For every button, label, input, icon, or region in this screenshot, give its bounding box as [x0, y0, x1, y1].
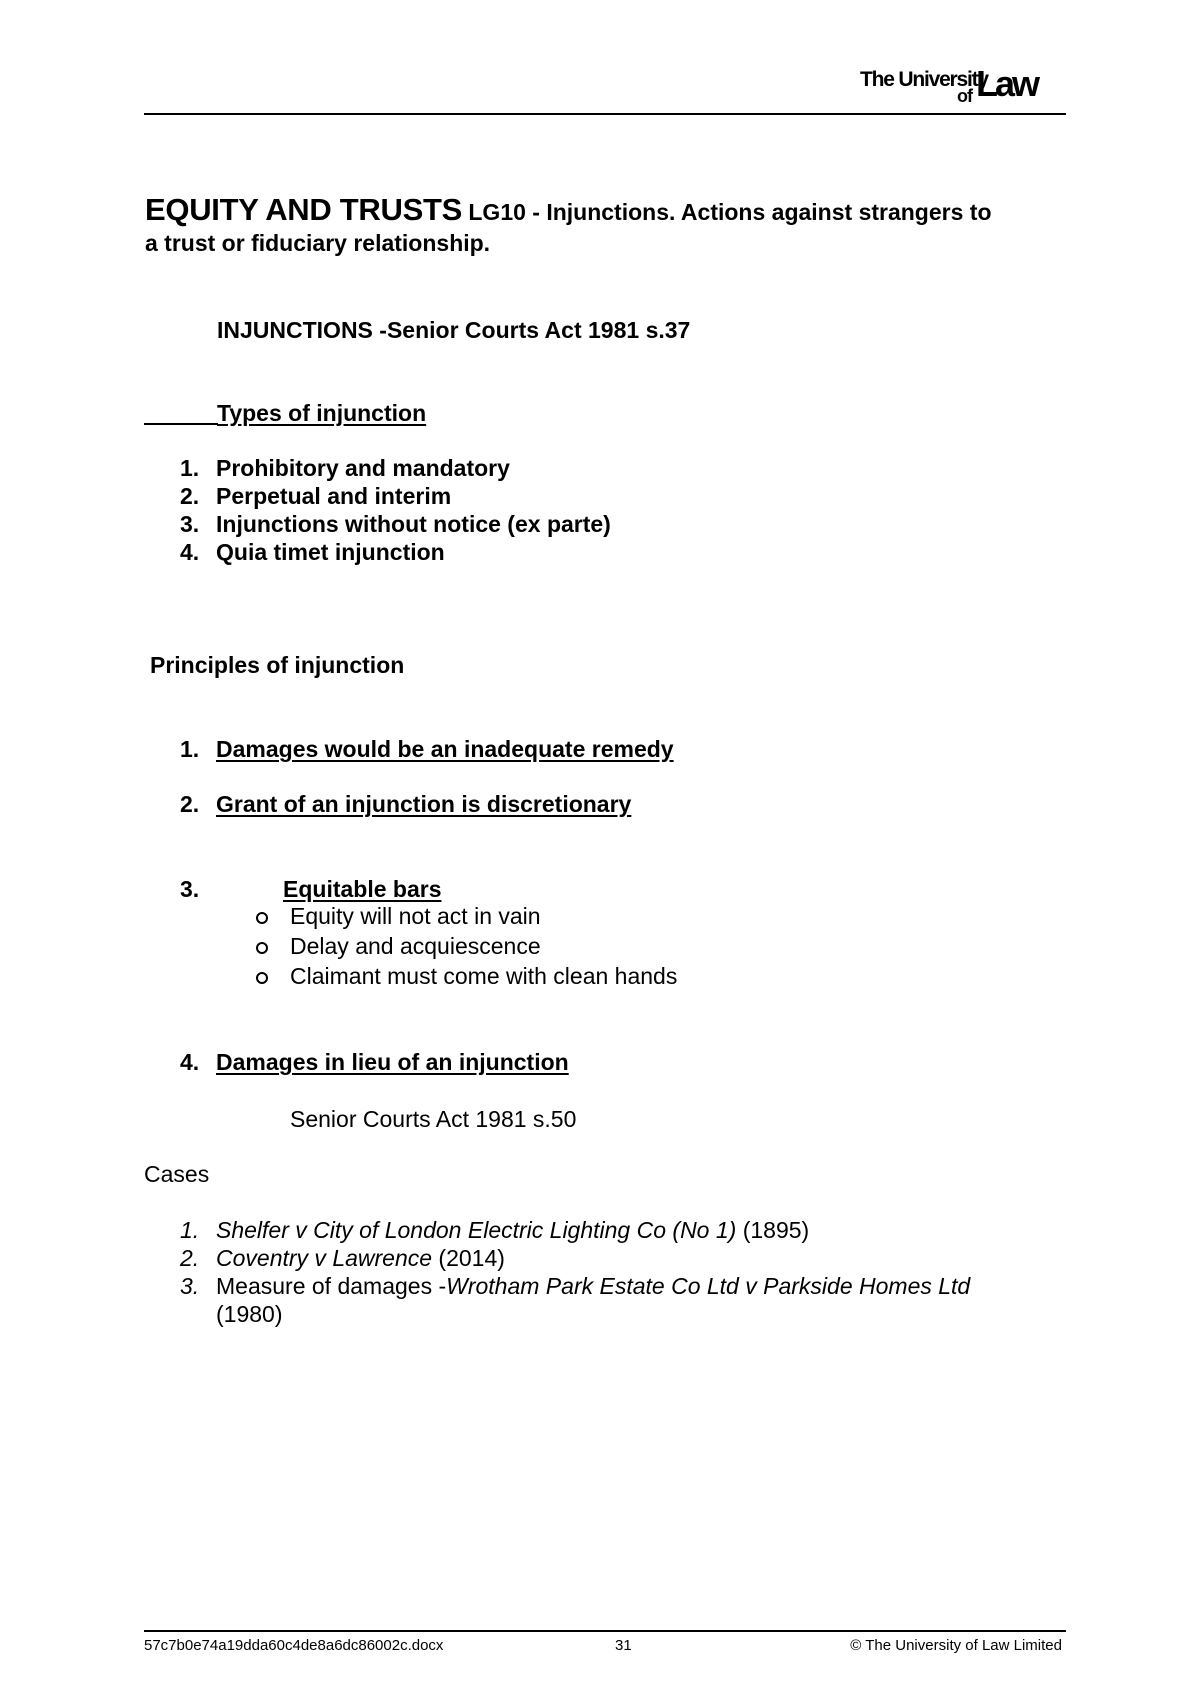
principles-item-2-number: 2.: [180, 791, 200, 817]
case-item-1-name: Shelfer v City of London Electric Lighting Co (No 1): [216, 1217, 737, 1243]
principles-item-3: [180, 876, 441, 903]
types-item-4: [180, 539, 445, 566]
types-item-1-number: 1.: [180, 455, 200, 481]
case-item-2-number: 2.: [180, 1245, 200, 1271]
injunctions-heading: INJUNCTIONS -Senior Courts Act 1981 s.37: [217, 317, 691, 343]
document-title: [145, 192, 992, 228]
case-item-3-name: Wrotham Park Estate Co Ltd v Parkside Homes Ltd: [446, 1273, 971, 1299]
principles-item-2-text: Grant of an injunction is discretionary: [216, 791, 632, 817]
principles-item-2: [180, 791, 631, 818]
case-item-3-year: (1980): [216, 1301, 283, 1327]
case-item-3: [180, 1273, 970, 1300]
types-item-1: [180, 455, 510, 482]
case-item-3-number: 3.: [180, 1273, 200, 1299]
types-item-4-number: 4.: [180, 539, 200, 565]
types-item-1-text: Prohibitory and mandatory: [216, 455, 510, 481]
cases-heading: Cases: [144, 1161, 210, 1187]
title-continuation: a trust or fiduciary relationship.: [145, 230, 491, 256]
title-sub: LG10 - Injunctions. Actions against strangers to: [461, 199, 992, 225]
logo-of: of: [957, 86, 972, 106]
principles-item-4-number: 4.: [180, 1049, 200, 1075]
types-item-4-text: Quia timet injunction: [216, 539, 445, 565]
principles-item-1-text: Damages would be an inadequate remedy: [216, 736, 674, 762]
types-heading-lead-line: [144, 423, 218, 425]
case-item-1-number: 1.: [180, 1217, 200, 1243]
header-divider: [144, 113, 1066, 115]
principles-item-3-number: 3.: [180, 876, 200, 902]
damages-statute: Senior Courts Act 1981 s.50: [290, 1106, 577, 1132]
footer-page-number: 31: [615, 1637, 632, 1654]
equitable-bar-1: Equity will not act in vain: [290, 903, 541, 929]
case-item-1: [180, 1217, 809, 1244]
case-item-2: [180, 1245, 505, 1272]
footer-copyright: © The University of Law Limited: [850, 1637, 1062, 1654]
types-item-3-number: 3.: [180, 511, 200, 537]
principles-heading: Principles of injunction: [150, 652, 405, 678]
logo-the-university: The University: [860, 68, 988, 91]
principles-item-4: [180, 1049, 569, 1076]
case-item-1-year: (1895): [736, 1217, 810, 1243]
case-item-3-prefix: Measure of damages -: [216, 1273, 447, 1299]
types-item-2-number: 2.: [180, 483, 200, 509]
university-of-law-logo: [860, 62, 1070, 110]
types-item-3: [180, 511, 611, 538]
title-main: EQUITY AND TRUSTS: [145, 192, 462, 227]
case-item-2-name: Coventry v Lawrence: [216, 1245, 433, 1271]
equitable-bar-3: Claimant must come with clean hands: [290, 963, 678, 989]
bullet-circle-icon: [256, 942, 268, 954]
bullet-circle-icon: [256, 912, 268, 924]
equitable-bar-2: Delay and acquiescence: [290, 933, 541, 959]
logo-law: Law: [976, 63, 1038, 104]
principles-item-4-text: Damages in lieu of an injunction: [216, 1049, 569, 1075]
bullet-circle-icon: [256, 972, 268, 984]
footer-divider: [144, 1630, 1066, 1632]
principles-item-3-text: Equitable bars: [283, 876, 442, 902]
types-item-3-text: Injunctions without notice (ex parte): [216, 511, 611, 537]
types-heading: Types of injunction: [217, 400, 427, 426]
principles-item-1-number: 1.: [180, 736, 200, 762]
types-item-2-text: Perpetual and interim: [216, 483, 452, 509]
principles-item-1: [180, 736, 674, 763]
case-item-2-year: (2014): [432, 1245, 505, 1271]
footer-filename: 57c7b0e74a19dda60c4de8a6dc86002c.docx: [144, 1637, 444, 1654]
types-item-2: [180, 483, 451, 510]
